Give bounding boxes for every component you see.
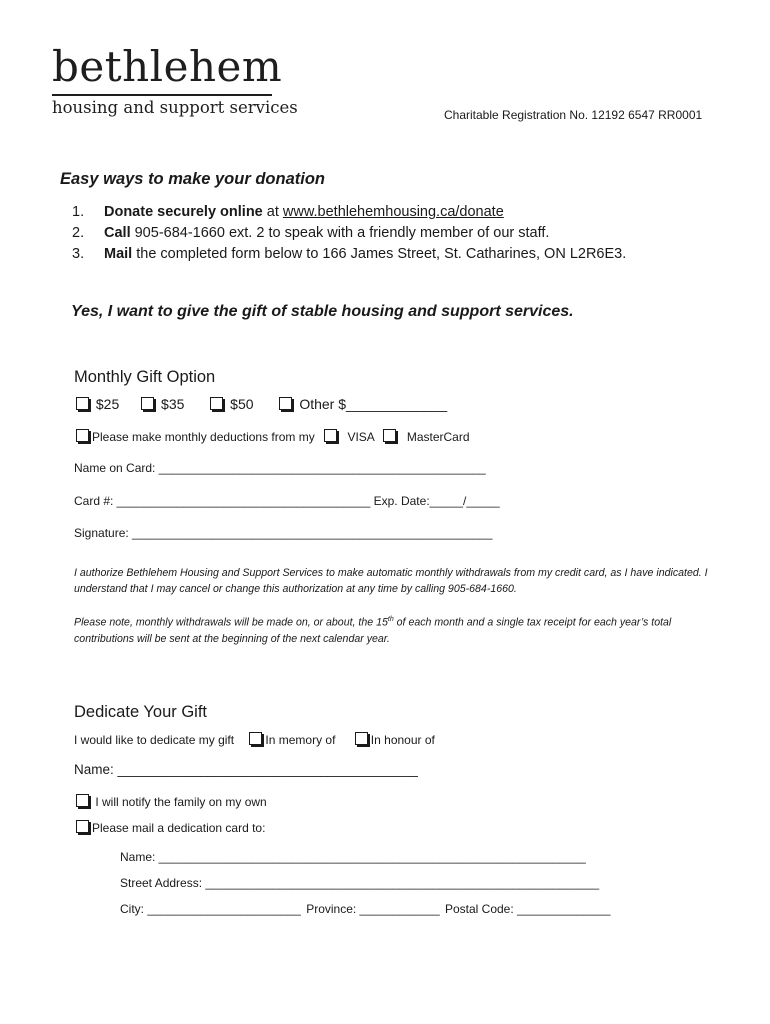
ways-item-bold: Mail [104,246,133,262]
dedicate-name-field[interactable]: Name: ________________________________________ [74,762,418,777]
amount-label: $50 [230,396,254,412]
mastercard-label: MasterCard [406,430,470,444]
amount-other-checkbox[interactable] [279,396,447,412]
recipient-name-field[interactable]: Name: ________________________________________________________________ [120,850,586,864]
amount-label: $35 [161,396,185,412]
mail-card-checkbox[interactable] [76,820,89,833]
note-superscript: th [387,616,394,623]
ways-item-online [72,202,626,223]
ways-item-text: the completed form below to 166 James Street, St. Catharines, ON L2R6E3. [132,246,627,262]
amount-25-checkbox[interactable] [76,396,119,412]
postal-code-field[interactable]: Postal Code: ______________ [444,902,611,916]
logo [52,42,283,91]
amount-options [76,396,447,412]
visa-label: VISA [347,430,375,444]
visa-checkbox[interactable] [324,429,337,442]
checkbox-icon[interactable] [279,397,292,410]
mail-card-row [76,820,265,835]
dedicate-gift-title: Dedicate Your Gift [74,703,207,721]
city-province-postal-row [120,902,610,916]
ways-item-text: 905-684-1660 ext. 2 to speak with a friendly member of our staff. [130,225,550,241]
logo-tagline: housing and support services [52,98,298,117]
pledge-heading: Yes, I want to give the gift of stable housing and support services. [71,303,574,320]
dedicate-row [74,732,435,747]
dedicate-intro: I would like to dedicate my gift [74,733,235,747]
name-on-card-field[interactable]: Name on Card: _________________________________________________ [74,461,486,475]
authorization-text: I authorize Bethlehem Housing and Support Services to make automatic monthly withdrawals from my credit card, as I have indicated. I understand that I may cancel or change this authorization at any time by calling 905-684-1660. [74,567,708,595]
signature-field[interactable]: Signature: ______________________________________________________ [74,526,493,540]
ways-item-bold: Donate securely online [104,204,263,220]
logo-divider [52,94,272,96]
mail-card-label: Please mail a dedication card to: [92,821,266,835]
donate-link[interactable]: www.bethlehemhousing.ca/donate [282,204,504,220]
ways-item-call [72,223,626,244]
ways-item-number: 1. [72,204,85,220]
amount-label: $25 [95,396,120,412]
ways-item-mail [72,244,626,265]
checkbox-icon[interactable] [141,397,154,410]
deduction-label: Please make monthly deductions from my [92,430,315,444]
ways-item-number: 3. [72,246,85,262]
ways-list [72,202,626,265]
in-honour-label: In honour of [370,733,435,747]
amount-other-field[interactable]: Other $_____________ [299,396,448,412]
monthly-gift-title: Monthly Gift Option [74,368,216,386]
street-address-field[interactable]: Street Address: ___________________________________________________________ [120,876,600,890]
ways-item-text: at [262,204,283,220]
amount-35-checkbox[interactable] [141,396,184,412]
in-memory-checkbox[interactable] [249,732,262,745]
logo-wordmark: bethlehem [52,42,283,91]
checkbox-icon[interactable] [76,397,89,410]
ways-item-bold: Call [104,225,131,241]
withdrawal-note [74,612,714,647]
checkbox-icon[interactable] [210,397,223,410]
amount-50-checkbox[interactable] [210,396,253,412]
in-honour-checkbox[interactable] [355,732,368,745]
monthly-deduction-checkbox[interactable] [76,429,89,442]
charitable-registration: Charitable Registration No. 12192 6547 RR0001 [444,108,703,122]
in-memory-label: In memory of [265,733,336,747]
notify-family-row [76,794,267,809]
ways-item-number: 2. [72,225,85,241]
note-text-rest: of each month and a single tax receipt for each year’s total contributions will be sent at the beginning of the next calendar year. [74,616,672,645]
ways-heading: Easy ways to make your donation [60,170,325,188]
note-text: Please note, monthly withdrawals will be made on, or about, the 15 [74,616,388,629]
province-field[interactable]: Province: ____________ [306,902,440,916]
card-number-field[interactable]: Card #: ______________________________________ Exp. Date:_____/_____ [74,494,500,508]
notify-family-label: I will notify the family on my own [92,795,267,809]
city-field[interactable]: City: _______________________ [120,902,301,916]
mastercard-checkbox[interactable] [383,429,396,442]
deduction-row [76,429,470,444]
notify-family-checkbox[interactable] [76,794,89,807]
